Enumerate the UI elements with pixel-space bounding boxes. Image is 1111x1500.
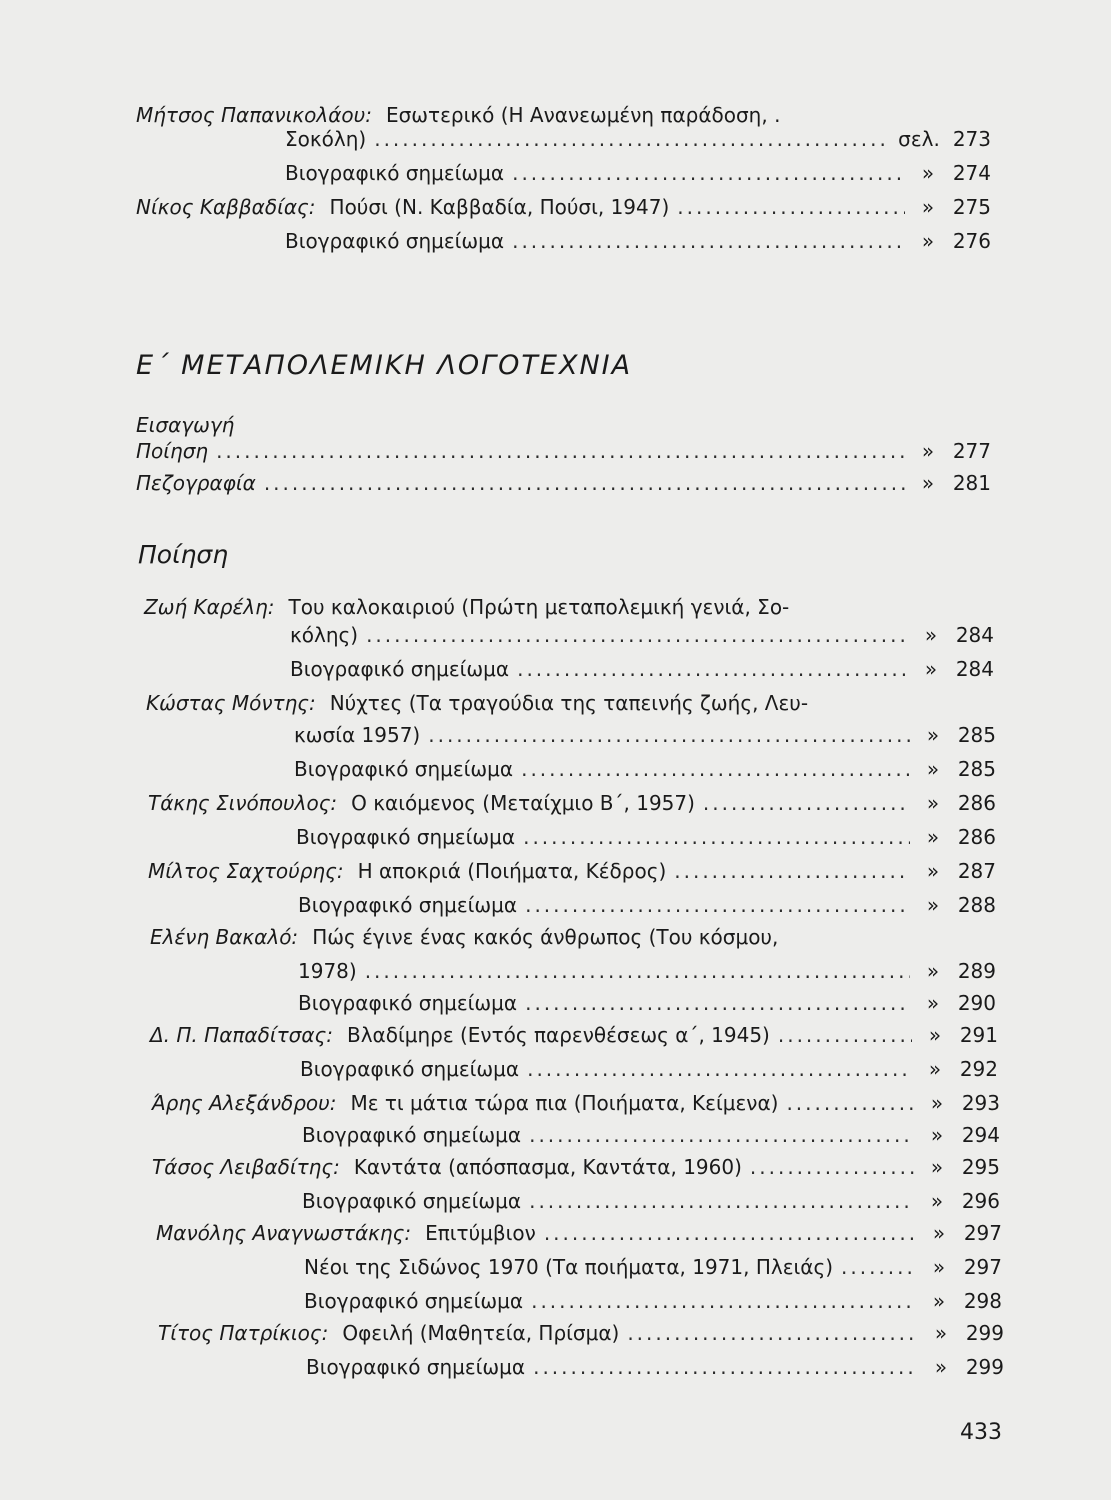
ditto-mark: » [930,1189,944,1213]
toc-row [300,1054,998,1084]
page-ref: 286 [957,791,996,815]
page-number: 433 [960,1420,1002,1445]
leader-dots [428,720,910,750]
page-ref: 281 [952,471,991,495]
leader-dots [544,1218,916,1248]
leader-dots [786,1088,914,1118]
work-title: Καντάτα (απόσπασμα, Καντάτα, 1960) [353,1155,742,1179]
intro-label: Εισαγωγή [136,413,235,437]
page-ref: 287 [957,859,996,883]
bio-note: Βιογραφικό σημείωμα [285,229,505,253]
page-ref: 290 [957,991,996,1015]
work-title: κόλης) [290,623,359,647]
page-ref: 293 [961,1091,1000,1115]
leader-dots [529,1186,914,1216]
leader-dots [531,1286,916,1316]
section-title: Ε΄ ΜΕΤΑΠΟΛΕΜΙΚΗ ΛΟΓΟΤΕΧΝΙΑ [136,350,633,381]
ditto-mark: » [921,229,935,253]
leader-dots [674,856,910,886]
toc-row [306,1352,1004,1382]
leader-dots [512,226,905,256]
page-ref: 274 [952,161,991,185]
prose-label: Πεζογραφία [136,471,256,495]
page-ref: 286 [957,825,996,849]
ditto-mark: » [921,195,935,219]
leader-dots [778,1020,912,1050]
leader-dots [366,620,908,650]
page-ref: 299 [965,1321,1004,1345]
poetry-heading: Ποίηση [138,540,229,569]
toc-row [290,620,994,650]
author-name: Τίτος Πατρίκιος: [158,1321,329,1345]
work-title: Πούσι (Ν. Καββαδία, Πούσι, 1947) [329,195,670,219]
leader-dots [627,1318,918,1348]
page-ref: 298 [963,1289,1002,1313]
toc-row [302,1120,1000,1150]
ditto-mark: » [926,757,940,781]
ditto-mark: » [934,1355,948,1379]
ditto-mark: » [921,161,935,185]
leader-dots [677,192,905,222]
toc-row [285,158,991,188]
toc-row [152,1152,1000,1182]
author-name: Ζωή Καρέλη: [144,595,275,619]
leader-dots [525,988,910,1018]
page-ref: 295 [961,1155,1000,1179]
leader-dots [374,124,887,154]
leader-dots [521,754,910,784]
toc-row [136,468,991,498]
toc-row [304,1252,1002,1282]
toc-row [296,822,996,852]
author-name: Δ. Π. Παπαδίτσας: [150,1023,333,1047]
page-ref: 291 [959,1023,998,1047]
toc-row [290,654,994,684]
toc-row [285,124,991,154]
bio-note: Βιογραφικό σημείωμα [285,161,505,185]
bio-note: Βιογραφικό σημείωμα [296,825,516,849]
toc-row [136,436,991,466]
bio-note: Βιογραφικό σημείωμα [290,657,510,681]
bio-note: Βιογραφικό σημείωμα [306,1355,526,1379]
bio-note: Βιογραφικό σημείωμα [298,991,518,1015]
work-title: Του καλοκαιριού (Πρώτη μεταπολεμική γενιά, Σο- [288,595,790,619]
ditto-mark: » [926,825,940,849]
page-ref: 299 [965,1355,1004,1379]
work-title: Βλαδίμηρε (Εντός παρενθέσεως α΄, 1945) [346,1023,770,1047]
page-ref: 296 [961,1189,1000,1213]
ditto-mark: » [926,991,940,1015]
leader-dots [527,1054,912,1084]
author-name: Τάσος Λειβαδίτης: [152,1155,340,1179]
ditto-mark: » [930,1155,944,1179]
page-marker: σελ. [898,127,940,151]
work-title: Επιτύμβιον [425,1221,536,1245]
leader-dots [512,158,905,188]
toc-row [150,1020,998,1050]
toc-row [148,856,996,886]
author-name: Μίλτος Σαχτούρης: [148,859,344,883]
toc-row [294,720,996,750]
ditto-mark: » [932,1255,946,1279]
ditto-mark: » [926,893,940,917]
work-title: Εσωτερικό (Η Ανανεωμένη παράδοση, . [385,103,781,127]
page-ref: 285 [957,723,996,747]
ditto-mark: » [924,657,938,681]
ditto-mark: » [928,1023,942,1047]
author-name: Μήτσος Παπανικολάου: [136,103,372,127]
toc-row [298,890,996,920]
ditto-mark: » [934,1321,948,1345]
page-ref: 275 [952,195,991,219]
ditto-mark: » [924,623,938,647]
work-title: Σοκόλη) [285,127,367,151]
ditto-mark: » [921,471,935,495]
leader-dots [525,890,910,920]
page-ref: 285 [957,757,996,781]
toc-row [298,988,996,1018]
bio-note: Βιογραφικό σημείωμα [302,1189,522,1213]
bio-note: Βιογραφικό σημείωμα [298,893,518,917]
work-title: κωσία 1957) [294,723,421,747]
leader-dots [529,1120,914,1150]
author-name: Άρης Αλεξάνδρου: [152,1091,337,1115]
leader-dots [750,1152,914,1182]
leader-dots [523,822,910,852]
leader-dots [365,956,910,986]
toc-row [136,192,991,222]
page-ref: 273 [952,127,991,151]
toc-row [294,754,996,784]
toc-row [304,1286,1002,1316]
bio-note: Βιογραφικό σημείωμα [294,757,514,781]
page-ref: 292 [959,1057,998,1081]
leader-dots [264,468,905,498]
ditto-mark: » [926,791,940,815]
page-ref: 288 [957,893,996,917]
poetry-label: Ποίηση [136,439,209,463]
page-ref: 284 [955,657,994,681]
toc-row [158,1318,1004,1348]
toc-row [148,788,996,818]
ditto-mark: » [928,1057,942,1081]
leader-dots [841,1252,916,1282]
author-name: Κώστας Μόντης: [146,691,316,715]
work-title: Νέοι της Σιδώνος 1970 (Τα ποιήματα, 1971, Πλειάς) [304,1255,834,1279]
toc-row [146,688,996,718]
work-title: Πώς έγινε ένας κακός άνθρωπος (Του κόσμου, [312,925,779,949]
leader-dots [703,788,910,818]
ditto-mark: » [926,723,940,747]
leader-dots [216,436,905,466]
page-ref: 289 [957,959,996,983]
page-ref: 294 [961,1123,1000,1147]
bio-note: Βιογραφικό σημείωμα [300,1057,520,1081]
work-title: Η αποκριά (Ποιήματα, Κέδρος) [357,859,667,883]
leader-dots [517,654,908,684]
page-ref: 297 [963,1255,1002,1279]
work-title: Ο καιόμενος (Μεταίχμιο Β΄, 1957) [351,791,695,815]
toc-row [144,592,994,622]
page-ref: 284 [955,623,994,647]
bio-note: Βιογραφικό σημείωμα [304,1289,524,1313]
author-name: Μανόλης Αναγνωστάκης: [156,1221,412,1245]
toc-row [285,226,991,256]
work-title: Οφειλή (Μαθητεία, Πρίσμα) [342,1321,620,1345]
toc-row [298,956,996,986]
toc-row [156,1218,1002,1248]
page-ref: 297 [963,1221,1002,1245]
ditto-mark: » [926,959,940,983]
leader-dots [533,1352,918,1382]
toc-row [302,1186,1000,1216]
toc-row [150,922,996,952]
bio-note: Βιογραφικό σημείωμα [302,1123,522,1147]
work-title: Με τι μάτια τώρα πια (Ποιήματα, Κείμενα) [350,1091,779,1115]
page-ref: 276 [952,229,991,253]
work-title: 1978) [298,959,357,983]
work-title: Νύχτες (Τα τραγούδια της ταπεινής ζωής, Λευ- [329,691,809,715]
ditto-mark: » [930,1091,944,1115]
ditto-mark: » [932,1289,946,1313]
ditto-mark: » [932,1221,946,1245]
ditto-mark: » [926,859,940,883]
author-name: Ελένη Βακαλό: [150,925,299,949]
ditto-mark: » [921,439,935,463]
ditto-mark: » [930,1123,944,1147]
page-ref: 277 [952,439,991,463]
author-name: Τάκης Σινόπουλος: [148,791,338,815]
toc-row [152,1088,1000,1118]
author-name: Νίκος Καββαδίας: [136,195,316,219]
